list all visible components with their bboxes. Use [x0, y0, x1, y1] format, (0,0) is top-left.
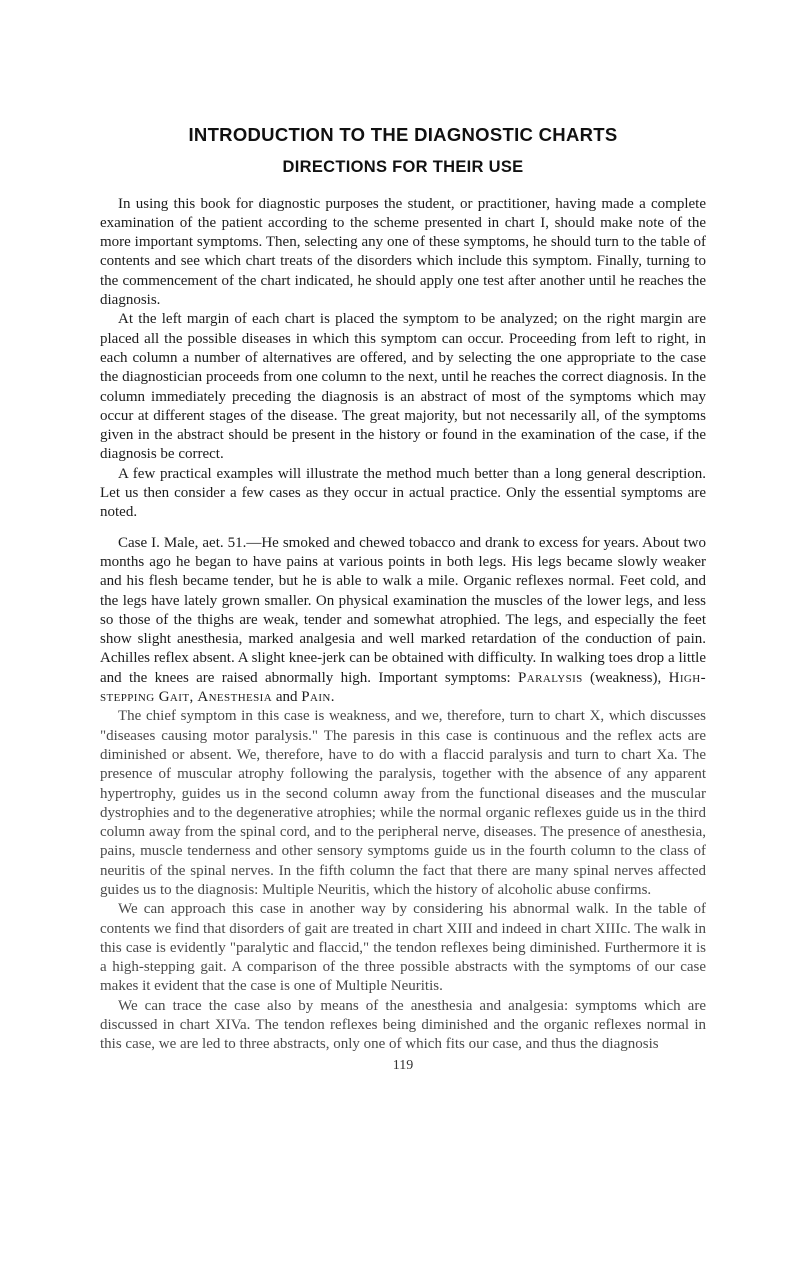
paragraph-usage: In using this book for diagnostic purposes the student, or practitioner, having made a complete examination of the patient according to the scheme presented in chart I, should make note of the more important symptoms. Then, selecting any one of these symptoms, he should turn to the table of contents and see which chart treats of the disorders which include this symptom. Finally, turning to the commencement of the chart indicated, he should apply one test after another until he reaches the diagnosis. [100, 195, 706, 309]
symptom-pain: Pain. [301, 689, 335, 706]
paragraph-examples-intro: A few practical examples will illustrate the method much better than a long general description. Let us then consider a few cases as they occur in actual practice. Only the essential symptoms are noted. [100, 465, 706, 521]
conjunction-and: and [275, 689, 298, 706]
paragraph-gait-approach: We can approach this case in another way by considering his abnormal walk. In the table of contents we find that disorders of gait are treated in chart XIII and indeed in chart XIIIc. The walk in this case is evidently "paralytic and flaccid," the tendon reflexes being diminished. Furthermore it is a high-stepping gait. A comparison of the three possible abstracts with the symptoms of our case makes it evident that the case is one of Multiple Neuritis. [100, 901, 706, 995]
symptom-anesthesia: Anesthesia [197, 689, 273, 706]
page-number: 119 [392, 1057, 414, 1073]
paragraph-chart-x-analysis: The chief symptom in this case is weakness, and we, therefore, turn to chart X, which discusses "diseases causing motor paralysis." The paresis in this case is continuous and the reflex acts are diminished or absent. We, therefore, have to do with a flaccid paralysis and turn to chart Xa. The presence of muscular atrophy following the paralysis, together with the absence of any apparent hypertrophy, guides us in the second column away from the functional diseases and the muscular dystrophies and to the degenerative atrophies; while the normal organic reflexes guide us in the third column away from the spinal cord, and to the peripheral nerve, diseases. The presence of anesthesia, pains, muscle tenderness and other sensory symptoms guide us in the fourth column to the class of neuritis of the spinal nerves. In the fifth column the fact that there are many spinal nerves affected guides us to the diagnosis: Multiple Neuritis, which the history of alcoholic abuse confirms. [100, 708, 706, 898]
symptom-paralysis: Paralysis [518, 669, 583, 686]
case-one-text: Case I. Male, aet. 51.—He smoked and chewed tobacco and drank to excess for years. About two months ago he began to have pains at various points in both legs. His legs became slowly weaker and his flesh became tender, but he is able to walk a mile. Organic reflexes normal. Feet cold, and the legs have lately grown smaller. On physical examination the muscles of the lower legs, and less so those of the thighs are weak, tender and somewhat atrophied. The legs, and especially the feet show slight anesthesia, marked analgesia and well marked retardation of the conduction of pain. Achilles reflex absent. A slight knee-jerk can be obtained with difficulty. In walking toes drop a little and the knees are raised abnormally high. Important symptoms: [100, 534, 706, 686]
symptom-paralysis-note: (weakness), [590, 669, 662, 686]
paragraph-case-one [100, 534, 706, 708]
section-title: DIRECTIONS FOR THEIR USE [282, 158, 524, 177]
document-page [100, 125, 706, 1075]
paragraph-anesthesia-approach: We can trace the case also by means of the anesthesia and analgesia: symptoms which are discussed in chart XIVa. The tendon reflexes being diminished and the organic reflexes normal in this case, we are led to three abstracts, only one of which fits our case, and thus the diagnosis [100, 997, 706, 1053]
paragraph-chart-layout: At the left margin of each chart is placed the symptom to be analyzed; on the right margin are placed all the possible diseases in which this symptom can occur. Proceeding from left to right, in each column a number of alternatives are offered, and by selecting the one appropriate to the case the diagnostician proceeds from one column to the next, until he reaches the correct diagnosis. In the column immediately preceding the diagnosis is an abstract of most of the symptoms which may occur at different stages of the disease. The great majority, but not necessarily all, of the symptoms given in the abstract should be present in the history or found in the examination of the case, if the diagnosis be correct. [100, 311, 706, 463]
symptom-high-stepping-gait: High-stepping Gait, [100, 669, 706, 706]
chapter-title: INTRODUCTION TO THE DIAGNOSTIC CHARTS [188, 124, 618, 145]
